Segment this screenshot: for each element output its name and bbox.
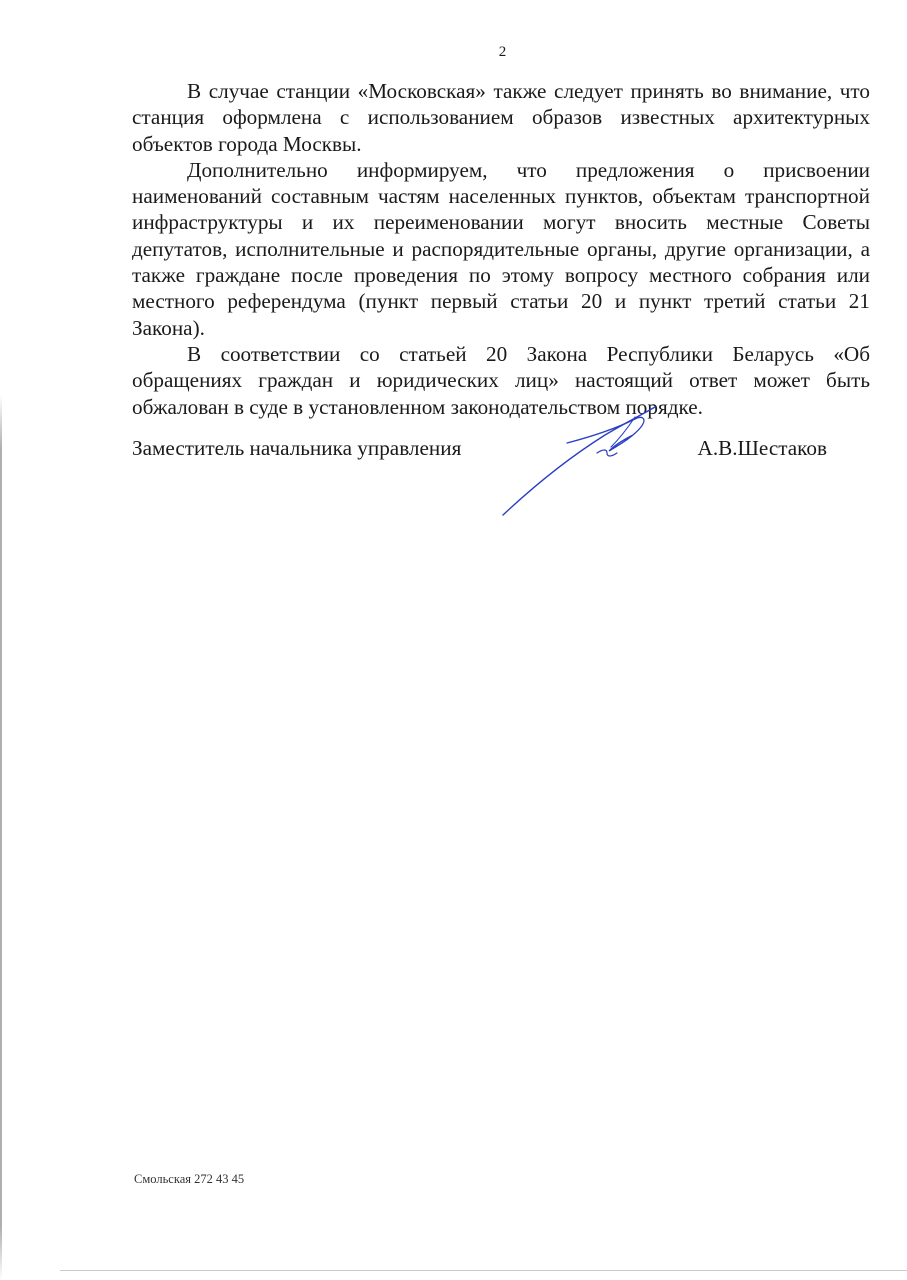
page-number: 2 (498, 44, 507, 60)
paragraph-appeal-rights: В соответствии со статьей 20 Закона Республики Беларусь «Об обращениях граждан и юридических лиц» настоящий ответ может быть обжалован в суде в установленном законодательством порядке. (132, 341, 870, 419)
paragraph-naming-proposals: Дополнительно информируем, что предложения о присвоении наименований составным частям населенных пунктов, объектам транспортной инфраструктуры и их переименовании могут вносить местные Советы депутатов, исполнительные и распорядительные органы, другие организации, а также граждане после проведения по этому вопросу местного собрания или местного референдума (пункт первый статьи 20 и пункт третий статьи 21 Закона). (132, 157, 870, 340)
scan-edge-bottom (60, 1270, 907, 1271)
footer-contact: Смольская 272 43 45 (134, 1172, 245, 1186)
signatory-position: Заместитель начальника управления (132, 436, 462, 460)
handwritten-signature (495, 405, 675, 520)
paragraph-moskovskaya: В случае станции «Московская» также следует принять во внимание, что станция оформлена с использованием образов известных архитектурных объектов города Москвы. (132, 79, 870, 156)
letter-body (132, 78, 870, 420)
signatory-name: А.В.Шестаков (697, 436, 827, 460)
scan-edge (0, 395, 2, 1280)
